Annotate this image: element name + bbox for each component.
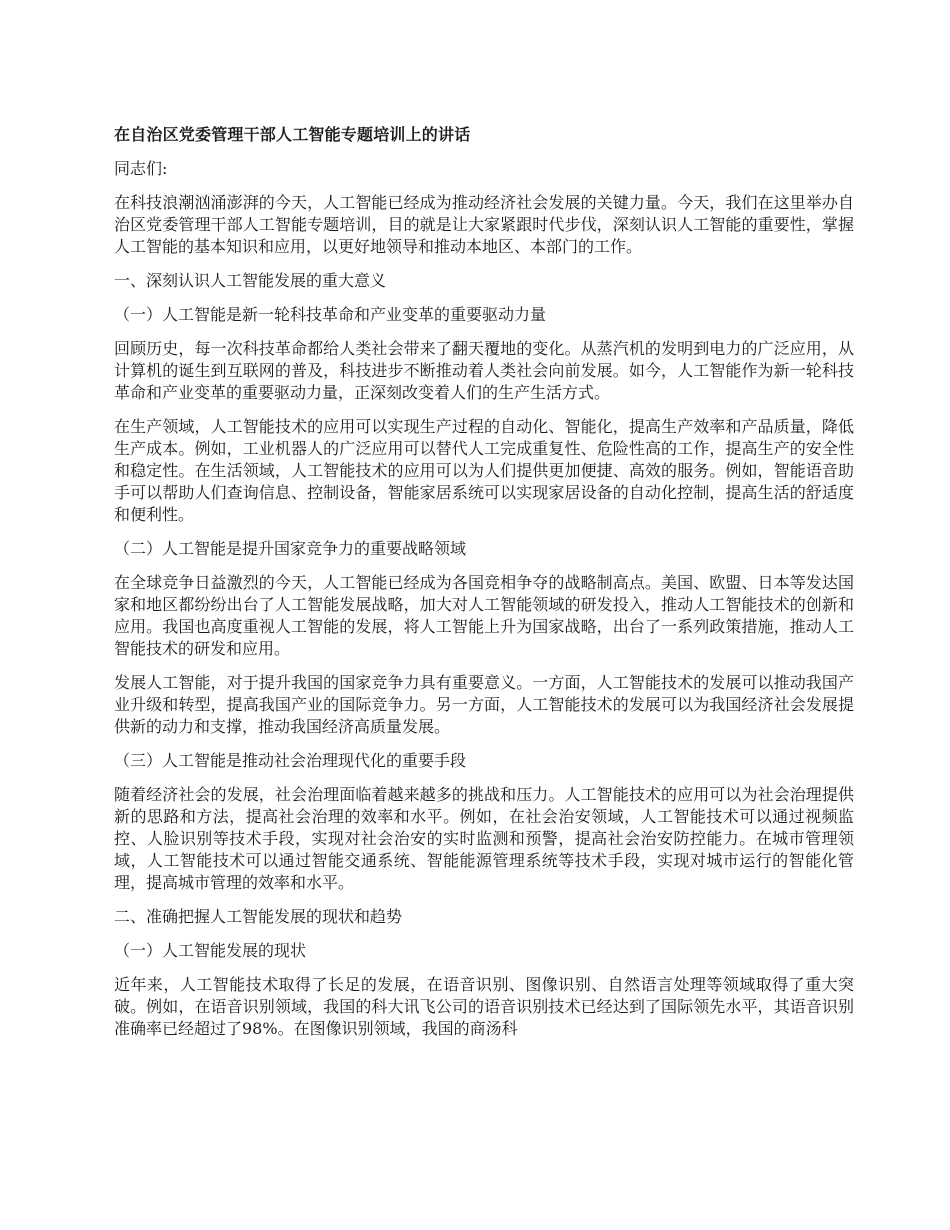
section-1-2-heading: （二）人工智能是提升国家竞争力的重要战略领域 — [114, 539, 467, 558]
section-1-1-paragraph-2: 在生产领域，人工智能技术的应用可以实现生产过程的自动化、智能化，提高生产效率和产品质量，降低生产成本。例如，工业机器人的广泛应用可以替代人工完成重复性、危险性高的工作，提高生产的安全性和稳定性。在生活领域，人工智能技术的应用可以为人们提供更加便捷、高效的服务。例如，智能语音助手可以帮助人们查询信息、控制设备，智能家居系统可以实现家居设备的自动化控制，提高生活的舒适度和便利性。 — [114, 417, 854, 524]
section-1-2-paragraph-2: 发展人工智能，对于提升我国的国家竞争力具有重要意义。一方面，人工智能技术的发展可以推动我国产业升级和转型，提高我国产业的国际竞争力。另一方面，人工智能技术的发展可以为我国经济社会发展提供新的动力和支撑，推动我国经济高质量发展。 — [114, 673, 854, 736]
section-1-1-heading: （一）人工智能是新一轮科技革命和产业变革的重要驱动力量 — [114, 305, 547, 324]
section-2-1-paragraph-1: 近年来，人工智能技术取得了长足的发展，在语音识别、图像识别、自然语言处理等领域取得了重大突破。例如，在语音识别领域，我国的科大讯飞公司的语音识别技术已经达到了国际领先水平，其语音识别准确率已经超过了98%。在图像识别领域，我国的商汤科 — [114, 975, 854, 1038]
section-1-2-paragraph-1: 在全球竞争日益激烈的今天，人工智能已经成为各国竞相争夺的战略制高点。美国、欧盟、日本等发达国家和地区都纷纷出台了人工智能发展战略，加大对人工智能领域的研发投入，推动人工智能技术的创新和应用。我国也高度重视人工智能的发展，将人工智能上升为国家战略，出台了一系列政策措施，推动人工智能技术的研发和应用。 — [114, 573, 854, 658]
section-2-1-heading: （一）人工智能发展的现状 — [114, 941, 307, 960]
intro-paragraph: 在科技浪潮汹涌澎湃的今天，人工智能已经成为推动经济社会发展的关键力量。今天，我们在这里举办自治区党委管理干部人工智能专题培训，目的就是让大家紧跟时代步伐，深刻认识人工智能的重要性，掌握人工智能的基本知识和应用，以更好地领导和推动本地区、本部门的工作。 — [114, 193, 854, 256]
section-2-heading: 二、准确把握人工智能发展的现状和趋势 — [114, 907, 403, 926]
greeting: 同志们: — [114, 159, 168, 178]
document-page — [114, 124, 854, 1052]
section-1-3-heading: （三）人工智能是推动社会治理现代化的重要手段 — [114, 751, 467, 770]
document-title: 在自治区党委管理干部人工智能专题培训上的讲话 — [114, 125, 471, 144]
section-1-1-paragraph-1: 回顾历史，每一次科技革命都给人类社会带来了翻天覆地的变化。从蒸汽机的发明到电力的广泛应用，从计算机的诞生到互联网的普及，科技进步不断推动着人类社会向前发展。如今，人工智能作为新一轮科技革命和产业变革的重要驱动力量，正深刻改变着人们的生产生活方式。 — [114, 339, 854, 402]
section-1-3-paragraph-1: 随着经济社会的发展，社会治理面临着越来越多的挑战和压力。人工智能技术的应用可以为社会治理提供新的思路和方法，提高社会治理的效率和水平。例如，在社会治安领域，人工智能技术可以通过视频监控、人脸识别等技术手段，实现对社会治安的实时监测和预警，提高社会治安防控能力。在城市管理领域，人工智能技术可以通过智能交通系统、智能能源管理系统等技术手段，实现对城市运行的智能化管理，提高城市管理的效率和水平。 — [114, 785, 854, 892]
section-1-heading: 一、深刻认识人工智能发展的重大意义 — [114, 271, 387, 290]
